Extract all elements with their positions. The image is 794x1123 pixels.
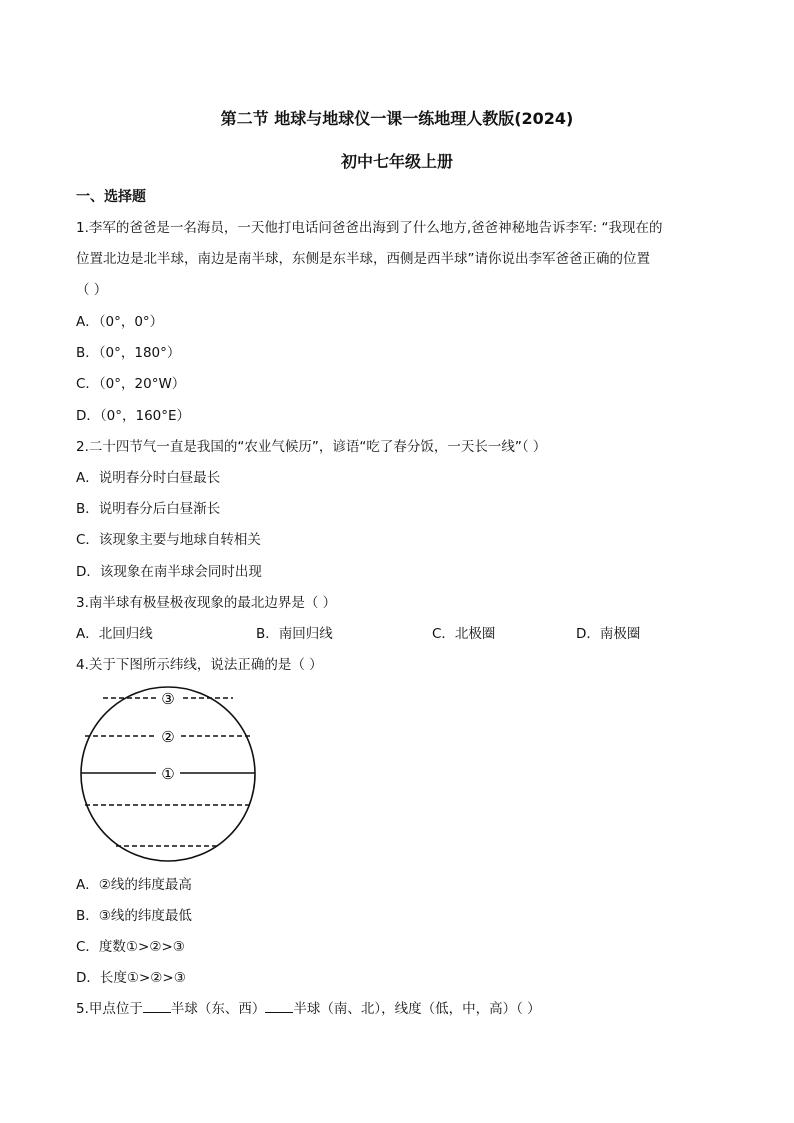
label-3: ③	[161, 690, 175, 708]
page-title: 第二节 地球与地球仪一课一练地理人教版(2024)	[220, 109, 574, 128]
q4-option-c: C．度数①>②>③	[76, 939, 185, 955]
q4-option-a: A．②线的纬度最高	[76, 877, 192, 893]
q1-option-a: A．（0°，0°）	[76, 314, 164, 330]
q4-option-b: B．③线的纬度最低	[76, 908, 192, 924]
q5-blank-2	[265, 1000, 293, 1013]
label-2: ②	[161, 728, 175, 746]
q1-stem-line3: （ ）	[76, 282, 108, 298]
q5-part1: 5.甲点位于	[76, 1001, 143, 1017]
q2-stem: 2.二十四节气一直是我国的“农业气候历”，谚语“吃了春分饭，一天长一线”（ ）	[76, 439, 547, 455]
q3-option-d: D．南极圈	[576, 626, 641, 642]
q2-option-c: C．该现象主要与地球自转相关	[76, 532, 261, 548]
q5-stem	[76, 997, 541, 1017]
q1-option-b: B．（0°，180°）	[76, 345, 181, 361]
label-1: ①	[161, 765, 175, 783]
q5-blank-1	[143, 1000, 171, 1013]
q4-stem: 4.关于下图所示纬线，说法正确的是（ ）	[76, 657, 323, 673]
q3-stem: 3.南半球有极昼极夜现象的最北边界是（ ）	[76, 595, 337, 611]
q1-option-c: C．（0°，20°W）	[76, 376, 186, 392]
q3-option-c: C．北极圈	[432, 626, 496, 642]
q3-option-a: A．北回归线	[76, 626, 153, 642]
q2-option-a: A．说明春分时白昼最长	[76, 470, 221, 486]
page-subtitle: 初中七年级上册	[340, 152, 453, 171]
q2-option-d: D．该现象在南半球会同时出现	[76, 564, 262, 580]
q1-option-d: D．（0°，160°E）	[76, 408, 191, 424]
q3-option-b: B．南回归线	[256, 626, 333, 642]
q5-part3: 半球（南、北），线度（低，中，高）（ ）	[293, 1001, 541, 1017]
q1-stem-line1: 1.李军的爸爸是一名海员，一天他打电话问爸爸出海到了什么地方,爸爸神秘地告诉李军: “我现在的	[76, 220, 663, 236]
q5-part2: 半球（东、西）	[170, 1001, 266, 1017]
section-heading: 一、选择题	[76, 189, 146, 205]
q1-stem-line2: 位置北边是北半球，南边是南半球，东侧是东半球，西侧是西半球”请你说出李军爸爸正确的位置	[76, 251, 650, 267]
latitude-diagram	[78, 684, 258, 864]
q4-option-d: D．长度①>②>③	[76, 970, 186, 986]
q2-option-b: B．说明春分后白昼渐长	[76, 501, 221, 517]
